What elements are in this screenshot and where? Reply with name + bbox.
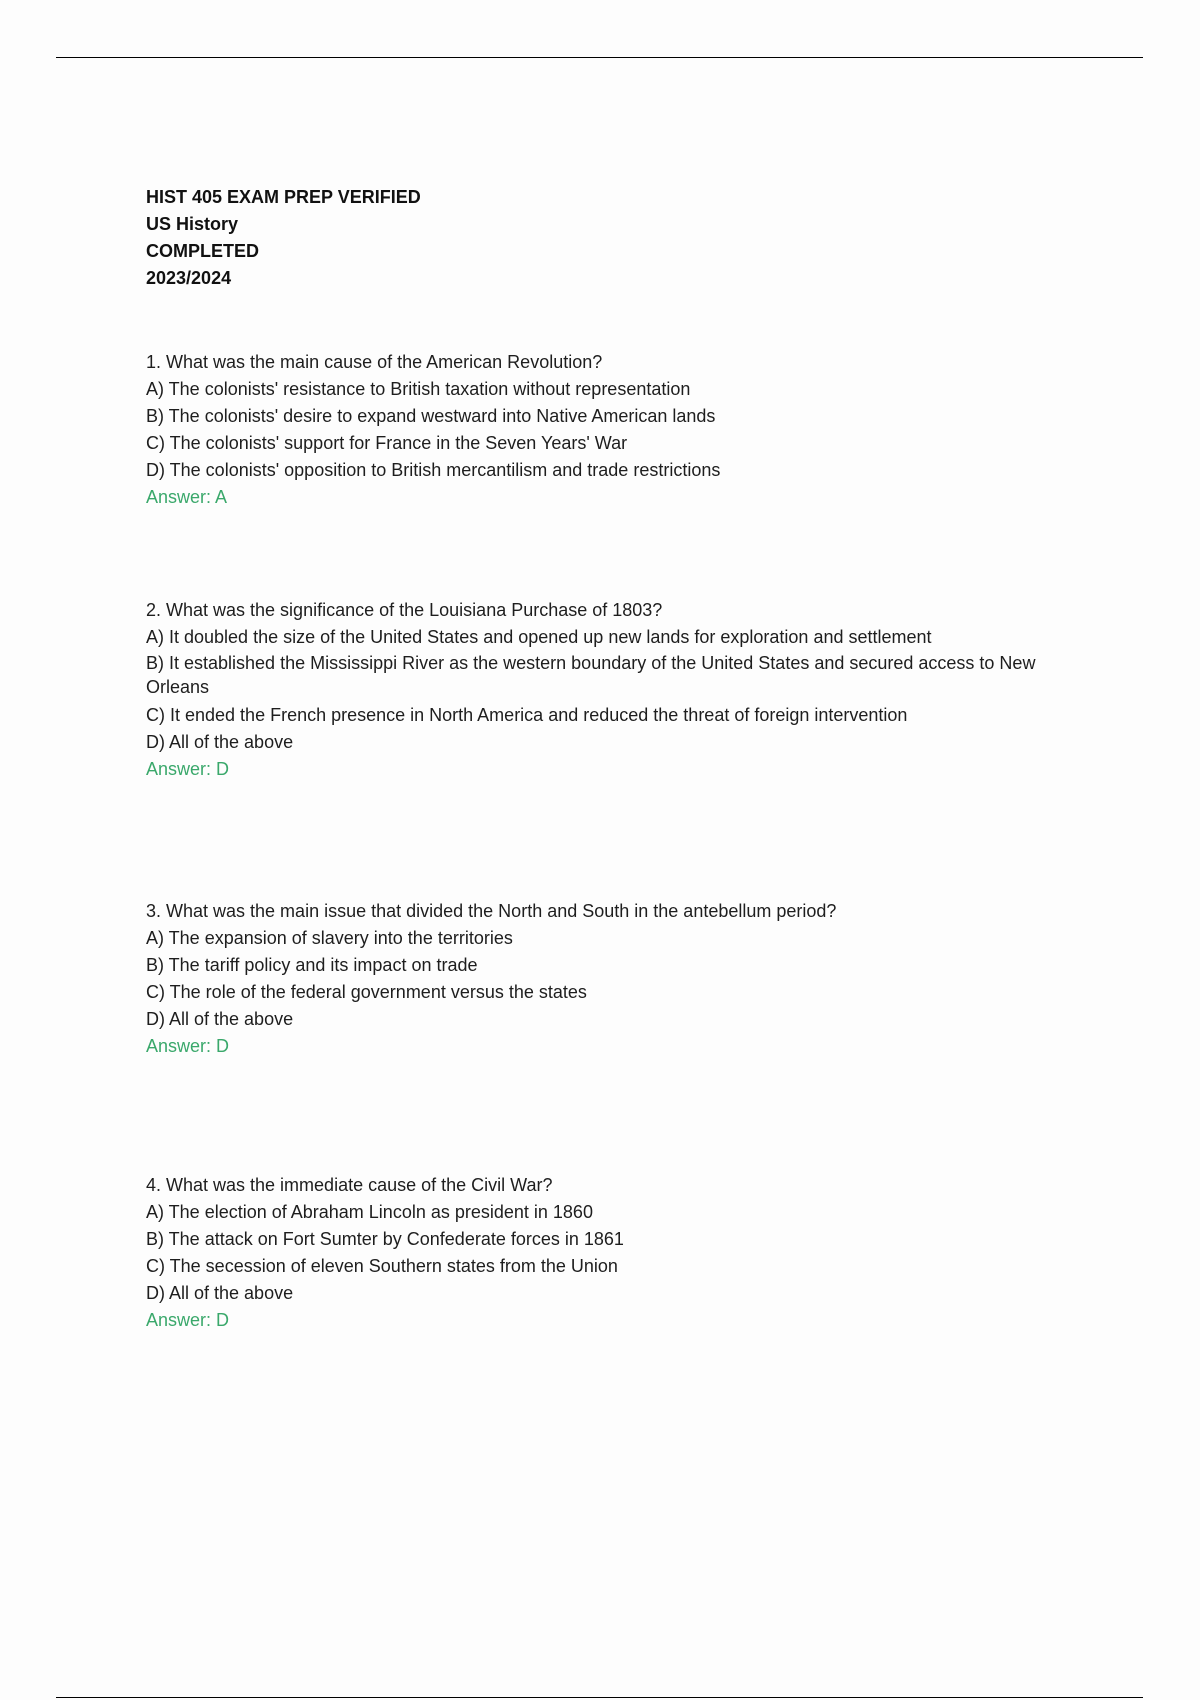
bottom-divider	[56, 1697, 1143, 1698]
option-c: C) The secession of eleven Southern states from the Union	[146, 1256, 618, 1276]
option-c: C) The role of the federal government versus the states	[146, 982, 587, 1002]
document-year: 2023/2024	[146, 268, 232, 288]
document-subject: US History	[146, 214, 239, 234]
option-a: A) The colonists' resistance to British taxation without representation	[146, 379, 691, 399]
option-a: A) The expansion of slavery into the territories	[146, 928, 513, 948]
question-text: 4. What was the immediate cause of the Civil War?	[146, 1175, 553, 1195]
answer-key: Answer: D	[146, 759, 230, 779]
answer-key: Answer: D	[146, 1310, 230, 1330]
option-a: A) The election of Abraham Lincoln as president in 1860	[146, 1202, 593, 1222]
option-d: D) All of the above	[146, 1009, 294, 1029]
question-block-1	[146, 349, 1096, 511]
option-b: B) The attack on Fort Sumter by Confederate forces in 1861	[146, 1229, 624, 1249]
option-b: B) The tariff policy and its impact on trade	[146, 955, 478, 975]
option-d: D) All of the above	[146, 732, 294, 752]
answer-key: Answer: D	[146, 1036, 230, 1056]
option-b: B) The colonists' desire to expand westward into Native American lands	[146, 406, 716, 426]
option-a: A) It doubled the size of the United States and opened up new lands for exploration and settlement	[146, 627, 932, 647]
option-c: C) It ended the French presence in North America and reduced the threat of foreign intervention	[146, 705, 908, 725]
question-block-4	[146, 1172, 1096, 1334]
document-title: HIST 405 EXAM PREP VERIFIED	[146, 187, 421, 207]
question-text: 1. What was the main cause of the American Revolution?	[146, 352, 603, 372]
question-block-3	[146, 898, 1096, 1060]
option-d: D) The colonists' opposition to British mercantilism and trade restrictions	[146, 460, 721, 480]
document-status: COMPLETED	[146, 241, 260, 261]
question-text: 3. What was the main issue that divided the North and South in the antebellum period?	[146, 901, 837, 921]
question-block-2	[146, 597, 1096, 783]
document-header	[146, 184, 421, 292]
answer-key: Answer: A	[146, 487, 228, 507]
option-b: B) It established the Mississippi River as the western boundary of the United States and secured access to New Orleans	[146, 653, 1036, 697]
question-text: 2. What was the significance of the Louisiana Purchase of 1803?	[146, 600, 663, 620]
option-d: D) All of the above	[146, 1283, 294, 1303]
top-divider	[56, 57, 1143, 58]
option-c: C) The colonists' support for France in the Seven Years' War	[146, 433, 628, 453]
